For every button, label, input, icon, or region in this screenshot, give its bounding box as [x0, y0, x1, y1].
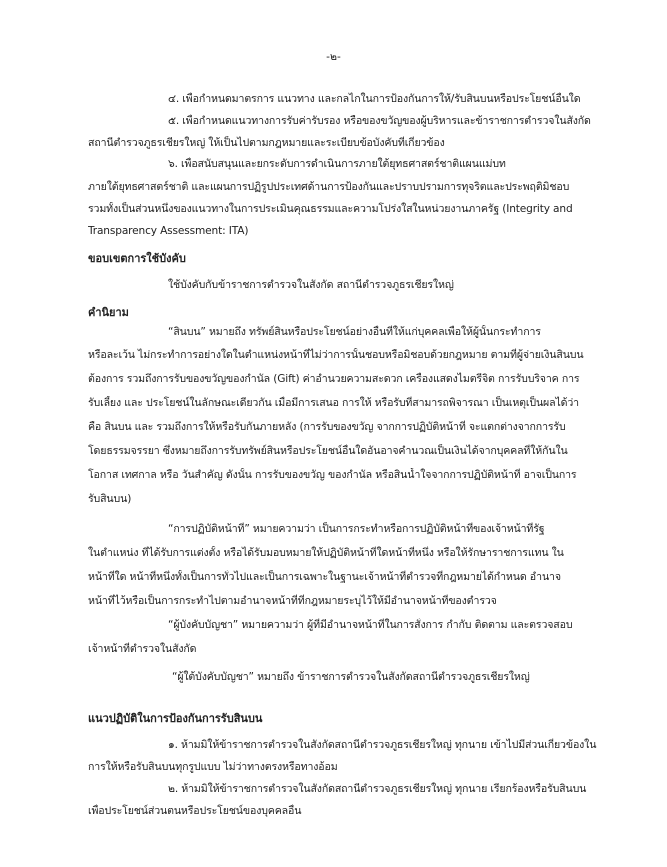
definition-bribe-line: รับเลี้ยง และ ประโยชน์ในลักษณะเดียวกัน เมื่อมีการเสนอ การให้ หรือรับที่สามารถพิจารณา เป็นเหตุเป็นผลได้ว่า: [88, 397, 579, 409]
definition-commander-line: เจ้าหน้าที่ตำรวจในสังกัด: [88, 643, 197, 655]
definition-duty-line: ในตำแหน่ง ที่ได้รับการแต่งตั้ง หรือได้รับมอบหมายให้ปฏิบัติหน้าที่ใดหน้าที่หนึ่ง หรือให้รักษาราชการแทน ใน: [88, 547, 564, 559]
objective-4: ๔. เพื่อกำหนดมาตรการ แนวทาง และกลไกในการป้องกันการให้/รับสินบนหรือประโยชน์อื่นใด: [168, 93, 581, 105]
scope-text: ใช้บังคับกับข้าราชการตำรวจในสังกัด สถานีตำรวจภูธรเชียรใหญ่: [168, 279, 454, 291]
definition-bribe-line: รับสินบน): [88, 493, 132, 505]
definition-duty-line: หน้าที่ไว้หรือเป็นการกระทำไปตามอำนาจหน้าที่ที่กฎหมายระบุไว้ให้มีอำนาจหน้าที่ของตำรวจ: [88, 595, 497, 607]
definition-duty-line: “การปฏิบัติหน้าที่” หมายความว่า เป็นการกระทำหรือการปฏิบัติหน้าที่ของเจ้าหน้าที่รัฐ: [168, 523, 545, 535]
objective-6-cont-3: Transparency Assessment: ITA): [88, 225, 249, 237]
definition-bribe-line: โอกาส เทศกาล หรือ วันสำคัญ ดังนั้น การรับของขวัญ ของกำนัล หรือสินน้ำใจจากการปฏิบัติหน้าที่ อาจเป็นการ: [88, 469, 577, 481]
page-number: -๒-: [326, 51, 341, 63]
prevention-line: ๑. ห้ามมิให้ข้าราชการตำรวจในสังกัดสถานีตำรวจภูธรเชียรใหญ่ ทุกนาย เข้าไปมีส่วนเกี่ยวข้องใน: [168, 739, 597, 751]
definition-bribe-line: โดยธรรมจรรยา ซึ่งหมายถึงการรับทรัพย์สินหรือประโยชน์อื่นใดอันอาจคำนวณเป็นเงินได้จากบุคคลที่ให้กันใน: [88, 445, 568, 457]
definition-commander-line: “ผู้บังคับบัญชา” หมายความว่า ผู้ที่มีอำนาจหน้าที่ในการสั่งการ กำกับ ติดตาม และตรวจสอบ: [168, 619, 573, 631]
definition-duty-line: หน้าที่ใด หน้าที่หนึ่งทั้งเป็นการทั่วไปและเป็นการเฉพาะในฐานะเจ้าหน้าที่ตำรวจที่กฎหมายได้กำหนด อำนาจ: [88, 571, 561, 583]
definitions-heading: คำนิยาม: [88, 306, 129, 319]
definition-bribe-line: ต้องการ รวมถึงการรับของขวัญของกำนัล (Gift) ค่าอำนวยความสะดวก เครื่องแสดงไมตรีจิต การรับบริจาค การ: [88, 373, 580, 385]
objective-6-cont-1: ภายใต้ยุทธศาสตร์ชาติ และแผนการปฏิรูปประเทศด้านการป้องกันและปราบปรามการทุจริตและประพฤติมิชอบ: [88, 181, 570, 193]
definition-bribe-line: คือ สินบน และ รวมถึงการให้หรือรับกันภายหลัง (การรับของขวัญ จากการปฏิบัติหน้าที่ จะแตกต่างจากการรับ: [88, 421, 566, 433]
definition-bribe-line: “สินบน” หมายถึง ทรัพย์สินหรือประโยชน์อย่างอื่นที่ให้แก่บุคคลเพื่อให้ผู้นั้นกระทำการ: [168, 326, 541, 338]
objective-5-cont: สถานีตำรวจภูธรเชียรใหญ่ ให้เป็นไปตามกฎหมายและระเบียบข้อบังคับที่เกี่ยวข้อง: [88, 137, 445, 149]
prevention-heading: แนวปฏิบัติในการป้องกันการรับสินบน: [88, 712, 263, 725]
prevention-line: ๒. ห้ามมิให้ข้าราชการตำรวจในสังกัดสถานีตำรวจภูธรเชียรใหญ่ ทุกนาย เรียกร้องหรือรับสินบน: [168, 783, 587, 795]
definition-bribe-line: หรือละเว้น ไม่กระทำการอย่างใดในตำแหน่งหน้าที่ไม่ว่าการนั้นชอบหรือมิชอบด้วยกฎหมาย ตามที่ผู้จ่ายเงินสินบน: [88, 349, 584, 361]
objective-6-cont-2: รวมทั้งเป็นส่วนหนึ่งของแนวทางในการประเมินคุณธรรมและความโปร่งใสในหน่วยงานภาครัฐ (Integrity and: [88, 203, 573, 215]
prevention-line: เพื่อประโยชน์ส่วนตนหรือประโยชน์ของบุคคลอื่น: [88, 805, 302, 817]
objective-5: ๕. เพื่อกำหนดแนวทางการรับค่ารับรอง หรือของขวัญของผู้บริหารและข้าราชการตำรวจในสังกัด: [168, 115, 591, 127]
scope-heading: ขอบเขตการใช้บังคับ: [88, 252, 186, 265]
definition-subordinate: “ผู้ใต้บังคับบัญชา” หมายถึง ข้าราชการตำรวจในสังกัดสถานีตำรวจภูธรเชียรใหญ่: [172, 671, 530, 683]
prevention-line: การให้หรือรับสินบนทุกรูปแบบ ไม่ว่าทางตรงหรือทางอ้อม: [88, 761, 338, 773]
objective-6: ๖. เพื่อสนับสนุนและยกระดับการดำเนินการภายใต้ยุทธศาสตร์ชาติแผนแม่บท: [168, 158, 506, 170]
